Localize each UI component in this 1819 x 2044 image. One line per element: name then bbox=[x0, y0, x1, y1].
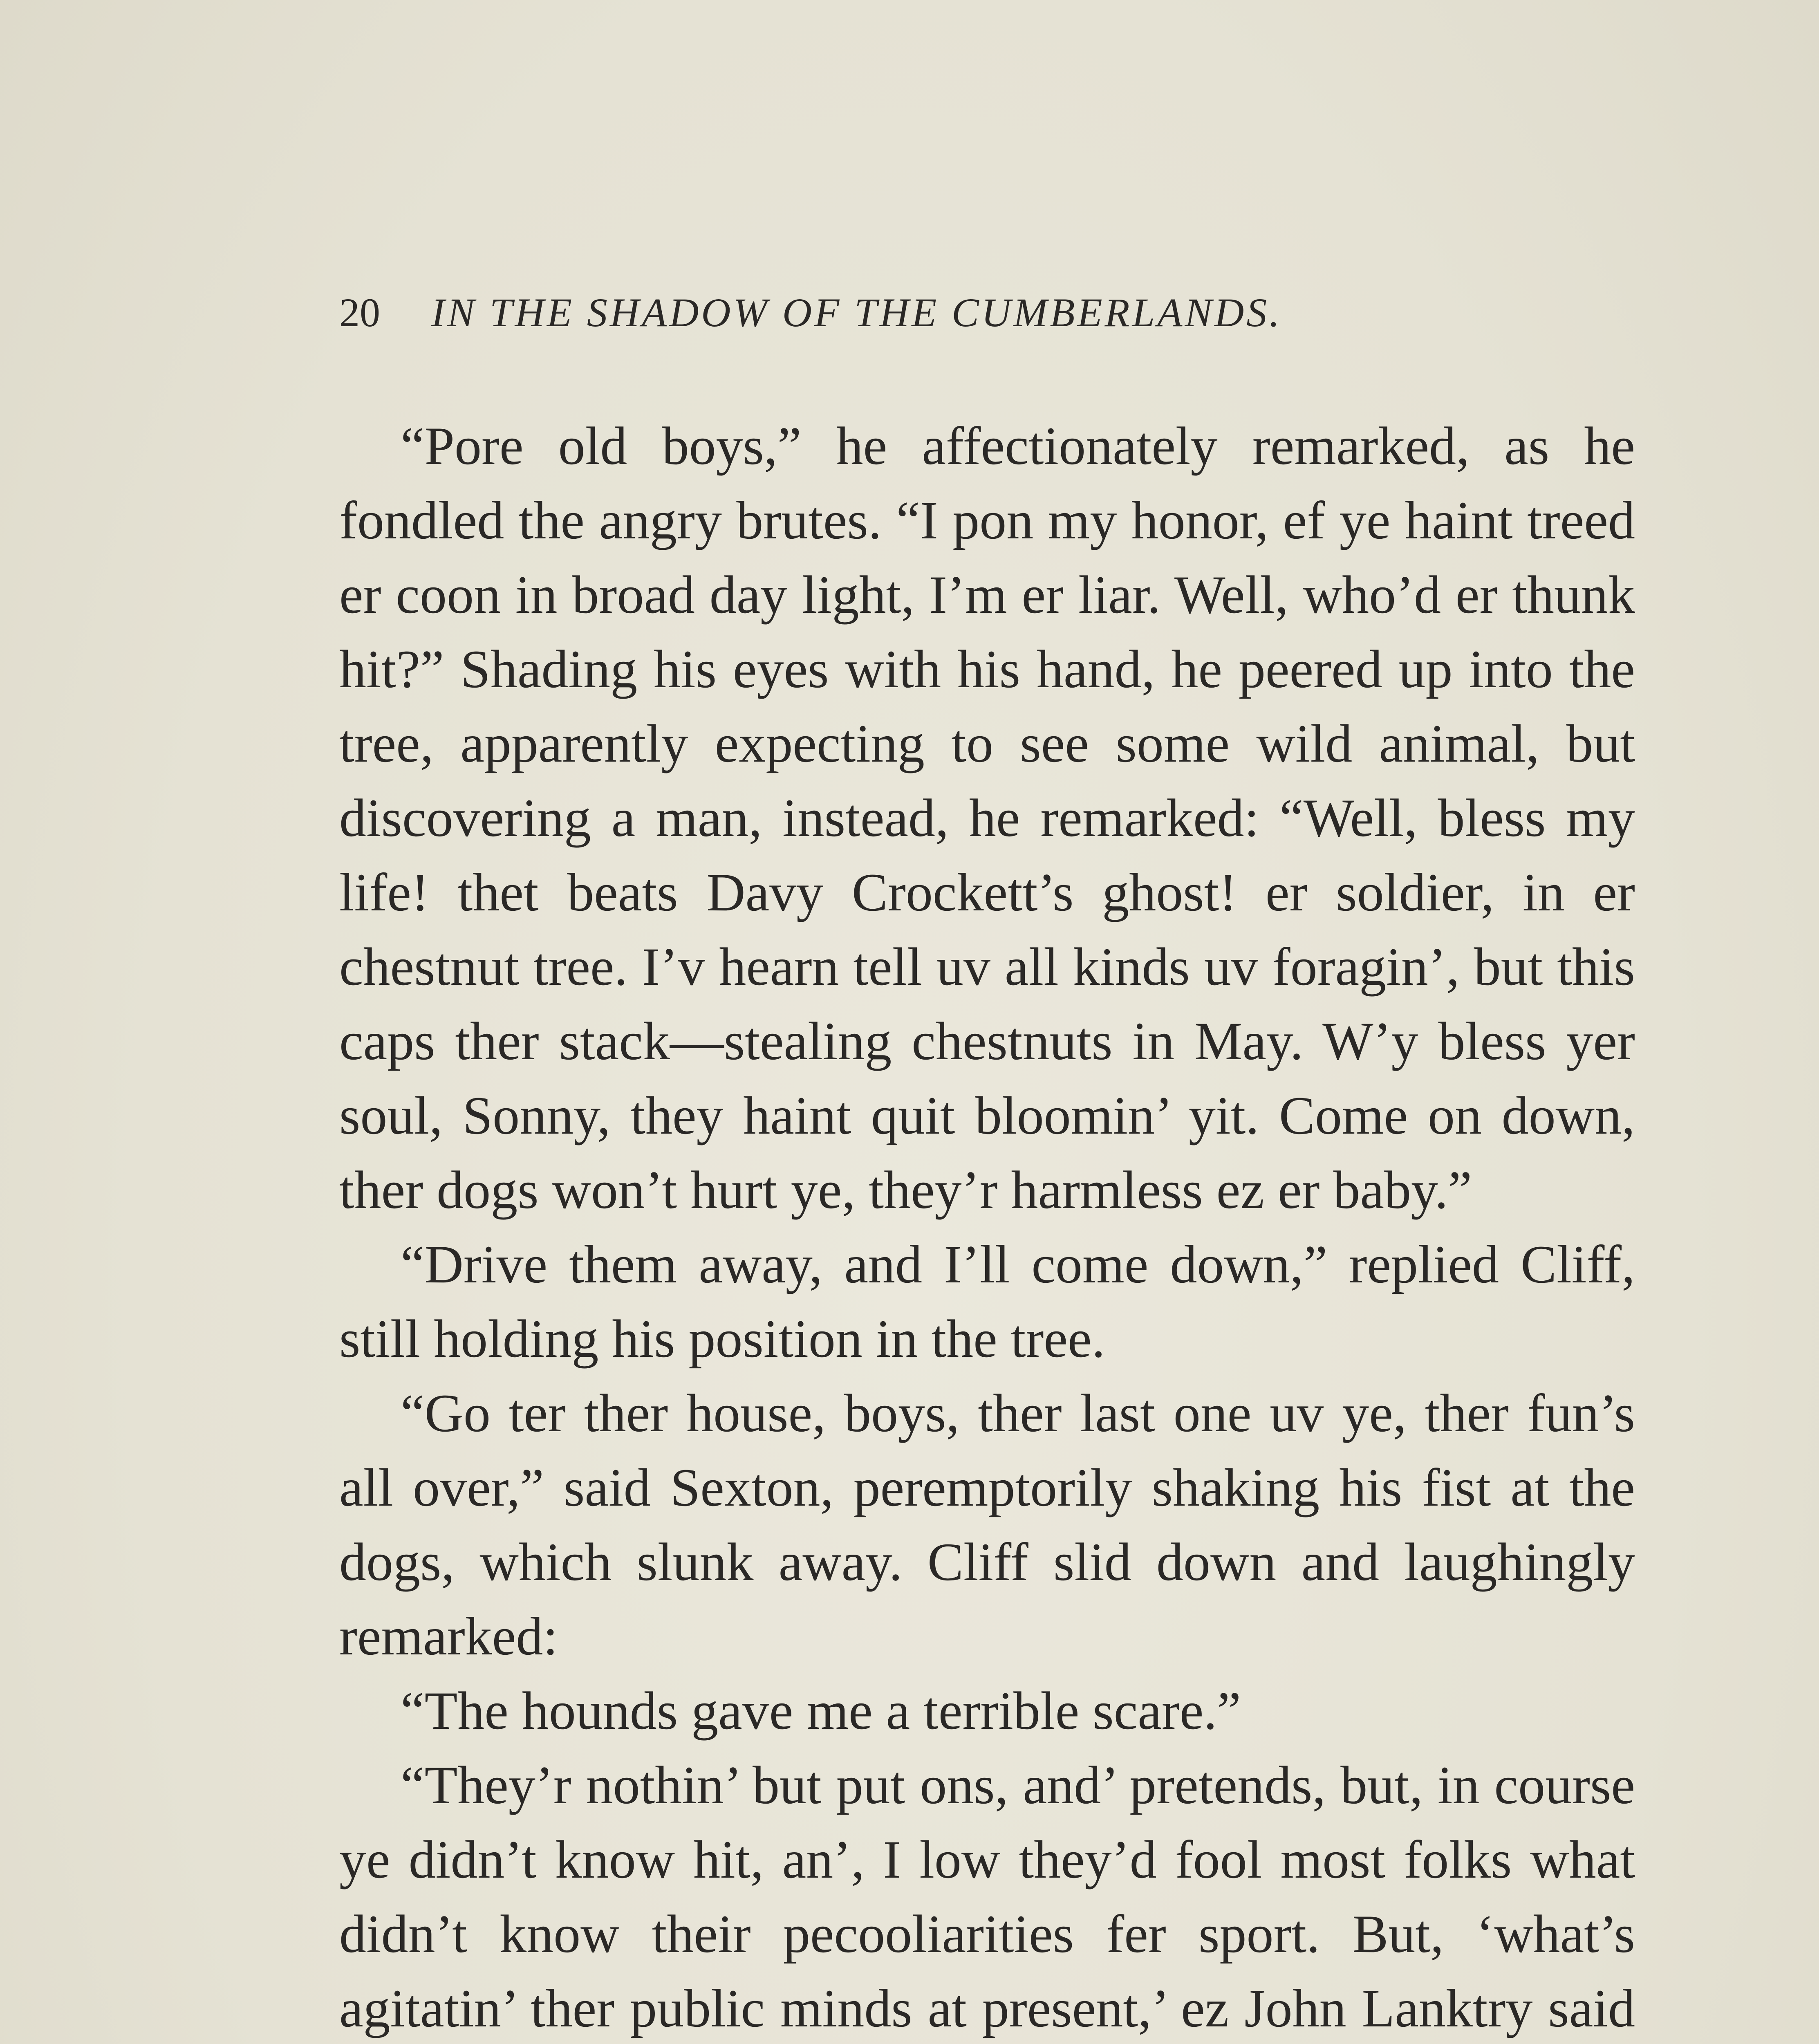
paragraph: “Drive them away, and I’ll come down,” replied Cliff, still holding his position in the tree. bbox=[339, 1234, 1635, 1369]
body-text bbox=[339, 409, 1635, 2044]
paragraph: “They’r nothin’ but put ons, and’ pretends, but, in course ye didn’t know hit, an’, I low they’d fool most folks what didn’t know their pecooliarities fer sport. But, ‘what’s agitatin’ ther public minds at present,’ ez John Lanktry said bbox=[339, 1755, 1635, 2038]
paragraph: “The hounds gave me a terrible scare.” bbox=[401, 1681, 1241, 1741]
paragraph: “Go ter ther house, boys, ther last one uv ye, ther fun’s all over,” said Sexton, peremptorily shaking his fist at the dogs, which slunk away. Cliff slid down and laughingly remarked: bbox=[339, 1383, 1635, 1666]
page-number: 20 bbox=[339, 290, 380, 335]
paragraph: “Pore old boys,” he affectionately remarked, as he fondled the angry brutes. “I pon my honor, ef ye haint treed er coon in broad day light, I’m er liar. Well, who’d er thunk hit?” Shading his eyes with his hand, he peered up into the tree, apparently expecting to see some wild animal, but discovering a man, instead, he remarked: “Well, bless my life! thet beats Davy Crockett’s ghost! er soldier, in er chestnut tree. I’v hearn tell uv all kinds uv foragin’, but this caps ther stack—stealing chestnuts in May. W’y bless yer soul, Sonny, they haint quit bloomin’ yit. Come on down, ther dogs won’t hurt ye, they’r harmless ez er baby.” bbox=[339, 416, 1635, 1220]
page-header bbox=[339, 282, 1566, 343]
running-head: IN THE SHADOW OF THE CUMBERLANDS. bbox=[431, 290, 1282, 335]
